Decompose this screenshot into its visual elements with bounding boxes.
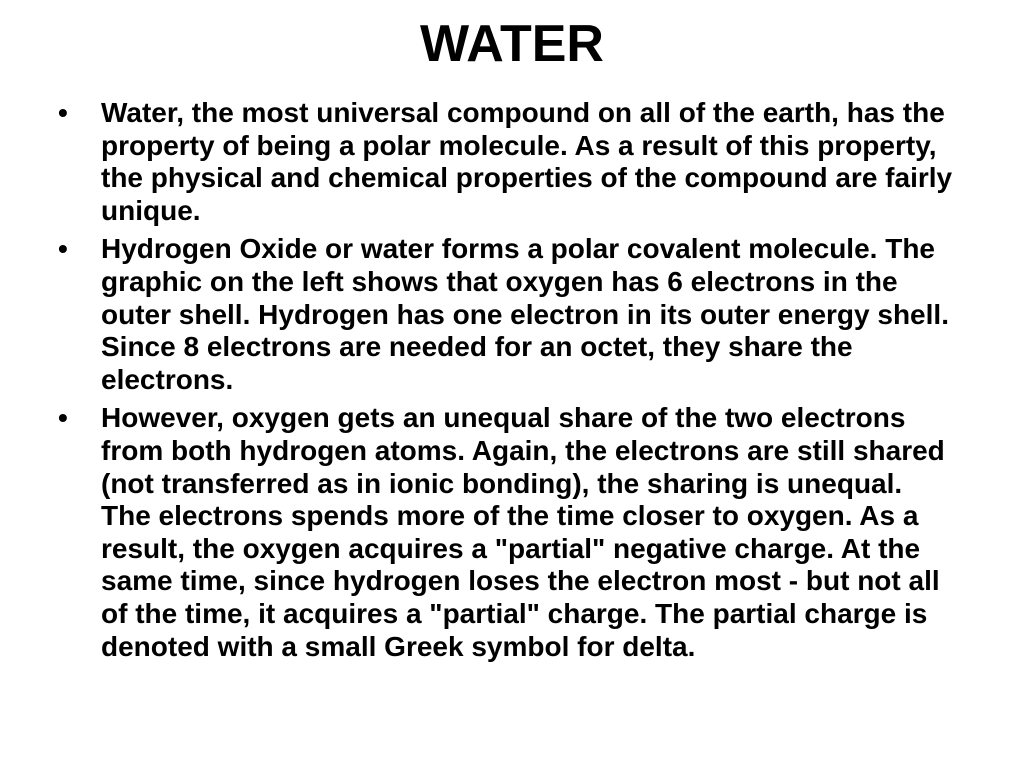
bullet-text: Hydrogen Oxide or water forms a polar covalent molecule. The graphic on the left shows that oxygen has 6 electrons in the outer shell. Hydrogen has one electron in its outer energy shell. Since 8 electrons are needed for an octet, they share the electrons. (101, 233, 949, 395)
bullet-list (58, 97, 958, 669)
slide-title: WATER (420, 15, 604, 73)
bullet-item-1 (58, 97, 958, 227)
bullet-item-3 (58, 402, 958, 663)
bullet-text: However, oxygen gets an unequal share of the two electrons from both hydrogen atoms. Again, the electrons are still shared (not transferred as in ionic bonding), the sharing is unequal. The electrons spends more of the time closer to oxygen. As a result, the oxygen acquires a "partial" negative charge. At the same time, since hydrogen loses the electron most - but not all of the time, it acquires a "partial" charge. The partial charge is denoted with a small Greek symbol for delta. (101, 402, 945, 662)
bullet-icon: • (58, 402, 68, 434)
bullet-icon: • (58, 97, 68, 128)
bullet-text: Water, the most universal compound on all of the earth, has the property of being a polar molecule. As a result of this property, the physical and chemical properties of the compound are fairly unique. (101, 97, 953, 226)
bullet-icon: • (58, 233, 68, 265)
bullet-item-2 (58, 233, 958, 396)
